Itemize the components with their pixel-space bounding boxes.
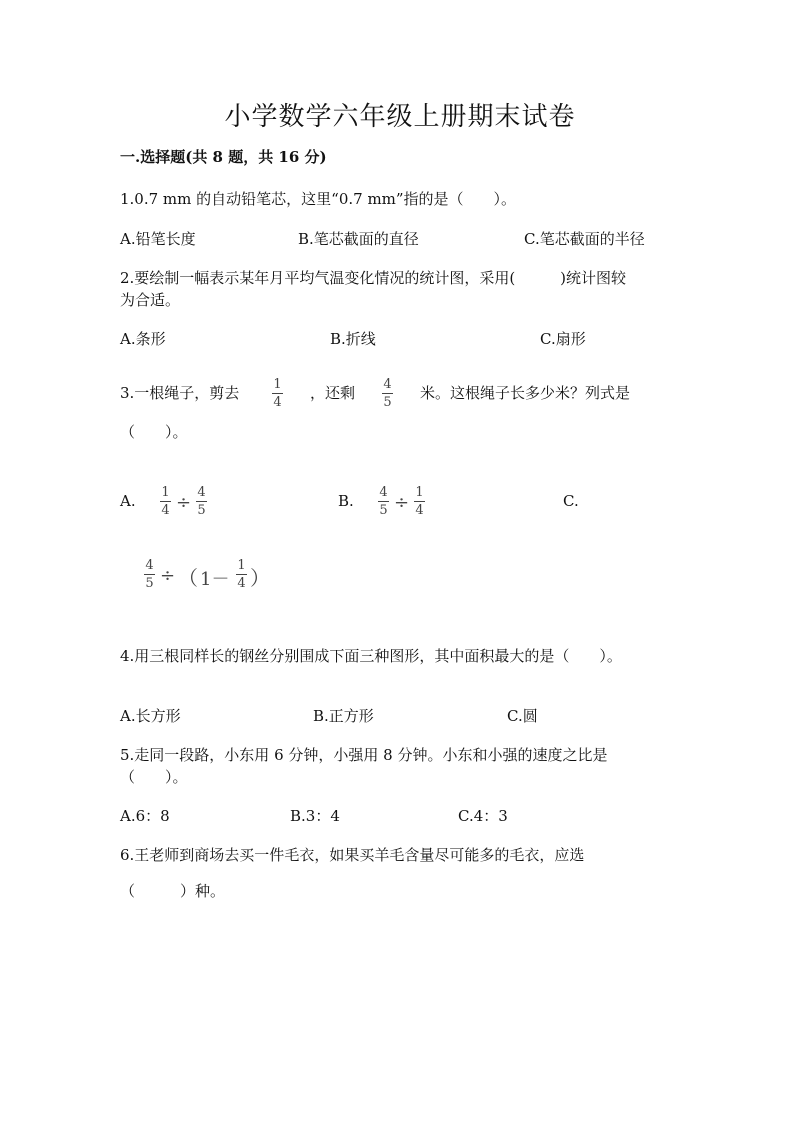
question-3-option-b-fraction-2 [414, 485, 425, 518]
question-4-option-c[interactable]: C.圆 [507, 707, 538, 725]
question-4-option-a[interactable]: A.长方形 [120, 707, 181, 725]
question-3-option-c-label[interactable]: C. [563, 492, 579, 510]
division-sign: ÷ [394, 492, 410, 513]
question-3-text-part1: 3.一根绳子，剪去 [120, 384, 240, 402]
question-3-fraction-remaining [382, 377, 393, 410]
fraction-bar [382, 393, 393, 394]
right-parenthesis: ） [250, 566, 270, 590]
fraction-denominator: 5 [379, 503, 388, 518]
fraction-numerator: 1 [415, 485, 424, 500]
fraction-denominator: 4 [237, 576, 246, 591]
question-3-option-c-fraction-1 [144, 558, 155, 591]
question-1-option-a[interactable]: A.铅笔长度 [120, 230, 196, 248]
question-3-text-part2: ，还剩 [310, 384, 356, 402]
question-3-fraction-cut [272, 377, 283, 410]
fraction-bar [144, 574, 155, 575]
question-3-option-a-label[interactable]: A. [120, 492, 136, 510]
question-1-option-c[interactable]: C.笔芯截面的半径 [524, 230, 645, 248]
fraction-denominator: 4 [415, 503, 424, 518]
fraction-denominator: 5 [197, 503, 206, 518]
page-title: 小学数学六年级上册期末试卷 [224, 102, 576, 132]
fraction-denominator: 4 [161, 503, 170, 518]
question-5-option-a[interactable]: A.6：8 [120, 807, 170, 825]
left-parenthesis: （ [178, 566, 198, 590]
question-3-option-b-label[interactable]: B. [338, 492, 354, 510]
question-3-text-part3: 米。这根绳子长多少米？列式是 [420, 384, 631, 402]
fraction-bar [378, 501, 389, 502]
fraction-bar [272, 393, 283, 394]
fraction-bar [196, 501, 207, 502]
fraction-numerator: 1 [161, 485, 170, 500]
question-2-option-c[interactable]: C.扇形 [540, 330, 586, 348]
question-3-option-c-fraction-2 [236, 558, 247, 591]
question-6-text-line1: 6.王老师到商场去买一件毛衣，如果买羊毛含量尽可能多的毛衣，应选 [120, 846, 585, 864]
question-3-option-a-fraction-1 [160, 485, 171, 518]
fraction-bar [160, 501, 171, 502]
one-minus: 1－ [200, 569, 230, 590]
fraction-numerator: 4 [383, 377, 392, 392]
fraction-bar [414, 501, 425, 502]
fraction-numerator: 4 [197, 485, 206, 500]
question-2-text-line1: 2.要绘制一幅表示某年月平均气温变化情况的统计图，采用( )统计图较 [120, 269, 627, 287]
question-3-option-a-fraction-2 [196, 485, 207, 518]
fraction-denominator: 5 [145, 576, 154, 591]
question-1-text: 1.0.7 mm 的自动铅笔芯，这里“0.7 mm”指的是（ ）。 [120, 190, 517, 208]
question-4-option-b[interactable]: B.正方形 [313, 707, 374, 725]
question-6-text-line2: （ ）种。 [120, 882, 226, 900]
section-heading: 一.选择题(共 8 题，共 16 分) [120, 148, 327, 166]
question-1-option-b[interactable]: B.笔芯截面的直径 [298, 230, 419, 248]
question-5-option-c[interactable]: C.4：3 [458, 807, 508, 825]
division-sign: ÷ [160, 565, 176, 586]
question-5-option-b[interactable]: B.3：4 [290, 807, 340, 825]
fraction-denominator: 5 [383, 395, 392, 410]
question-5-text-line1: 5.走同一段路，小东用 6 分钟，小强用 8 分钟。小东和小强的速度之比是 [120, 746, 608, 764]
question-2-text-line2: 为合适。 [120, 291, 181, 309]
fraction-numerator: 1 [237, 558, 246, 573]
question-2-option-b[interactable]: B.折线 [330, 330, 376, 348]
fraction-numerator: 4 [379, 485, 388, 500]
division-sign: ÷ [176, 492, 192, 513]
question-4-text: 4.用三根同样长的钢丝分别围成下面三种图形，其中面积最大的是（ ）。 [120, 647, 622, 665]
question-3-text-line2: （ ）。 [120, 423, 188, 441]
question-3-option-b-fraction-1 [378, 485, 389, 518]
fraction-bar [236, 574, 247, 575]
question-2-option-a[interactable]: A.条形 [120, 330, 166, 348]
fraction-numerator: 1 [273, 377, 282, 392]
fraction-numerator: 4 [145, 558, 154, 573]
question-5-text-line2: （ ）。 [120, 768, 188, 786]
fraction-denominator: 4 [273, 395, 282, 410]
